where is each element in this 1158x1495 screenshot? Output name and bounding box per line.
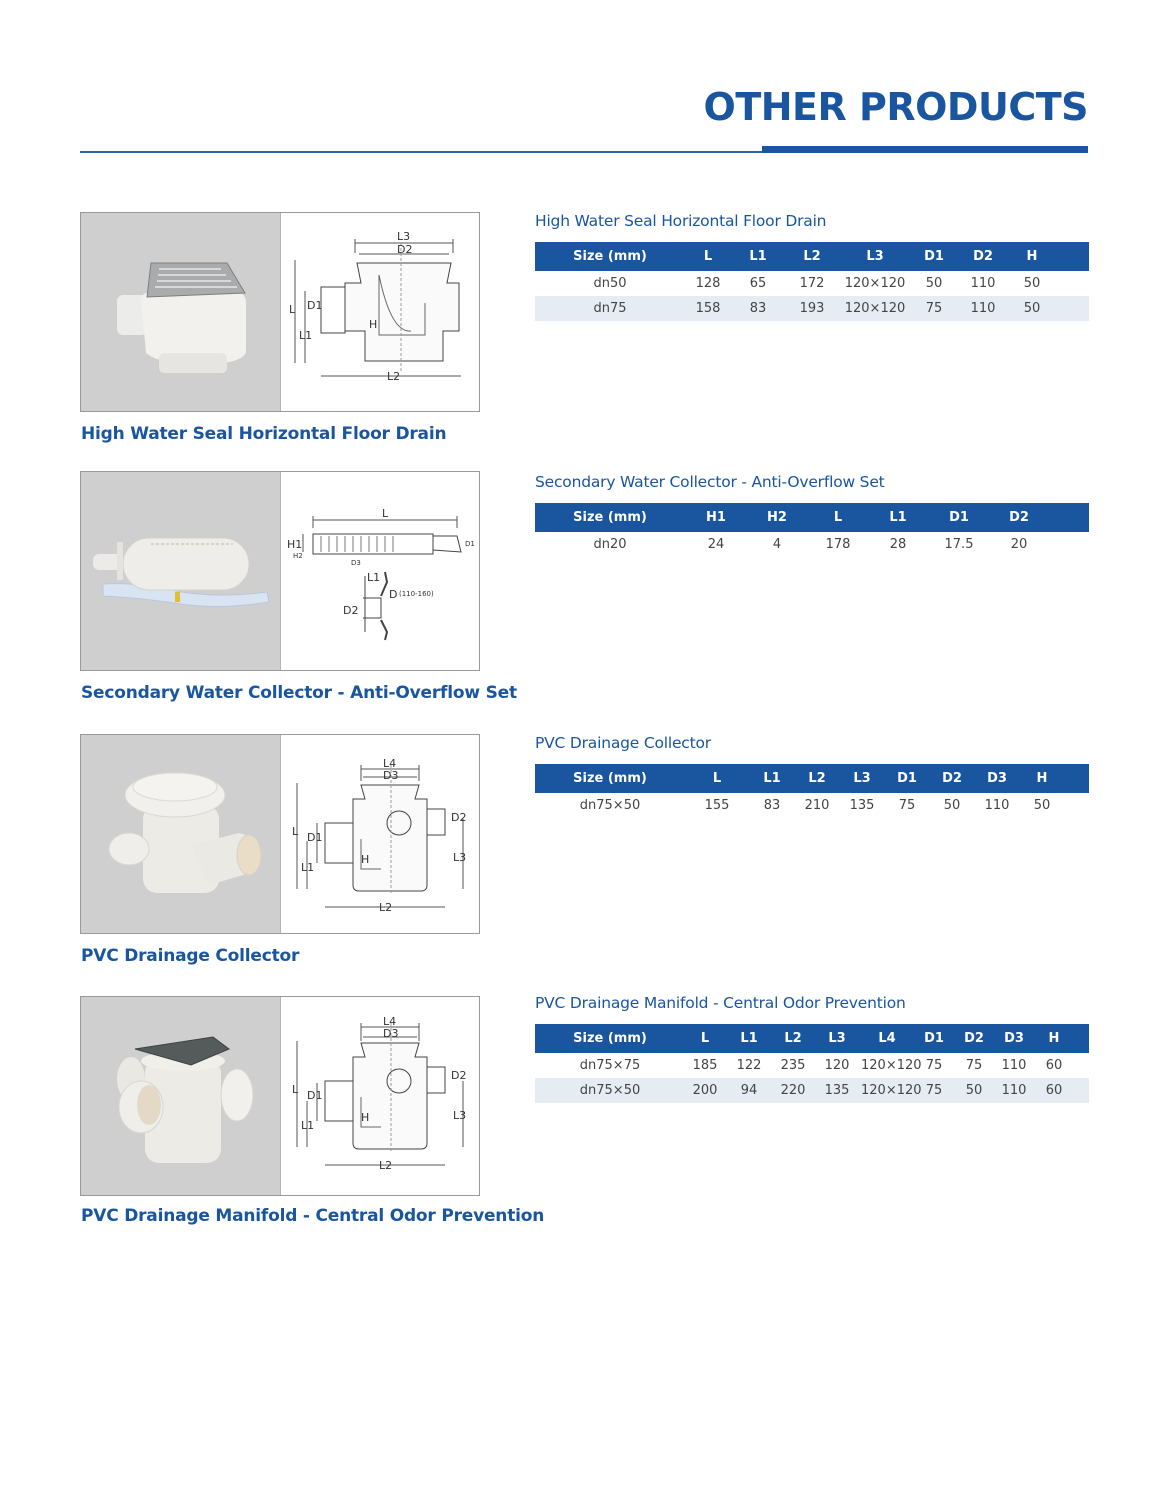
column-header: L4 (878, 1031, 896, 1046)
svg-text:D2: D2 (451, 811, 467, 824)
spec-table (535, 1024, 1089, 1103)
table-cell: 110 (1001, 1058, 1027, 1073)
spec-table (535, 503, 1089, 557)
product-photo-drainage-collector (81, 735, 281, 933)
svg-text:D1: D1 (307, 299, 323, 312)
svg-text:H: H (361, 1111, 370, 1124)
column-header: H (1048, 1031, 1060, 1046)
svg-text:L1: L1 (301, 1119, 315, 1132)
table-cell: dn75×75 (579, 1058, 641, 1073)
column-header: L (833, 510, 843, 525)
svg-text:D2: D2 (451, 1069, 467, 1082)
table-cell: 120 (824, 1058, 850, 1073)
column-header: Size (mm) (573, 1031, 647, 1046)
table-row (535, 1053, 1089, 1078)
column-header: D1 (924, 1031, 944, 1046)
table-cell: 75 (965, 1058, 983, 1073)
spec-panel (535, 212, 1089, 321)
table-cell: 24 (707, 537, 725, 552)
table-row (535, 1078, 1089, 1103)
spacer-cell (1073, 1078, 1089, 1103)
table-cell: dn50 (593, 276, 627, 291)
column-header: L3 (866, 249, 884, 264)
svg-text:L1: L1 (299, 329, 313, 342)
svg-text:L3: L3 (453, 1109, 467, 1122)
product-photo-drainage-manifold (81, 997, 281, 1195)
product-photo-water-collector (81, 472, 281, 670)
spec-panel (535, 473, 1089, 557)
table-row (535, 296, 1089, 321)
spec-title: PVC Drainage Collector (535, 734, 711, 752)
table-cell: dn20 (593, 537, 627, 552)
column-header: L2 (803, 249, 821, 264)
table-cell: 120×120 (861, 1083, 922, 1098)
table-header-row (535, 503, 1089, 532)
table-cell: 4 (772, 537, 782, 552)
table-cell: 185 (692, 1058, 718, 1073)
column-header: H (1036, 771, 1048, 786)
column-header: D1 (949, 510, 969, 525)
table-cell: 83 (749, 301, 767, 316)
column-header: D3 (987, 771, 1007, 786)
table-cell: 75 (925, 1083, 943, 1098)
dimension-drawing-drainage-manifold (281, 997, 479, 1195)
table-cell: dn75 (593, 301, 627, 316)
spacer-cell (1073, 1024, 1089, 1053)
product-caption: Secondary Water Collector - Anti-Overflow Set (81, 683, 517, 703)
header-divider-accent (762, 146, 1088, 153)
table-cell: 135 (849, 798, 875, 813)
table-cell: dn75×50 (579, 798, 641, 813)
svg-text:D1: D1 (307, 1089, 323, 1102)
table-cell: 235 (780, 1058, 806, 1073)
spacer-cell (1065, 793, 1089, 818)
svg-text:D1: D1 (307, 831, 323, 844)
table-cell: dn75×50 (579, 1083, 641, 1098)
column-header: Size (mm) (573, 771, 647, 786)
column-header: H2 (767, 510, 787, 525)
svg-text:(110-160): (110-160) (399, 590, 434, 598)
spec-title: High Water Seal Horizontal Floor Drain (535, 212, 827, 230)
column-header: H1 (706, 510, 726, 525)
svg-text:D1: D1 (465, 540, 475, 548)
column-header: L2 (784, 1031, 802, 1046)
table-cell: 135 (824, 1083, 850, 1098)
svg-text:L4: L4 (383, 1015, 397, 1028)
table-cell: 60 (1045, 1058, 1063, 1073)
svg-text:L1: L1 (367, 571, 381, 584)
table-header-row (535, 764, 1089, 793)
table-row (535, 793, 1089, 818)
spec-panel (535, 734, 1089, 818)
table-row (535, 532, 1089, 557)
svg-text:L2: L2 (379, 901, 393, 914)
spacer-cell (1047, 532, 1089, 557)
spec-table (535, 764, 1089, 818)
column-header: D1 (924, 249, 944, 264)
table-cell: 94 (740, 1083, 758, 1098)
table-cell: 20 (1010, 537, 1028, 552)
table-cell: 60 (1045, 1083, 1063, 1098)
column-header: L1 (763, 771, 781, 786)
table-row (535, 271, 1089, 296)
table-cell: 75 (925, 301, 943, 316)
table-cell: 120×120 (844, 301, 906, 316)
product-caption: PVC Drainage Manifold - Central Odor Prevention (81, 1206, 545, 1226)
column-header: L1 (749, 249, 767, 264)
table-cell: 50 (1033, 798, 1051, 813)
table-cell: 200 (692, 1083, 718, 1098)
product-media (80, 734, 480, 934)
spec-panel (535, 994, 1089, 1103)
column-header: D2 (942, 771, 962, 786)
spacer-cell (1073, 1053, 1089, 1078)
table-cell: 50 (925, 276, 943, 291)
column-header: Size (mm) (573, 249, 647, 264)
dimension-drawing-drainage-collector (281, 735, 479, 933)
table-cell: 178 (825, 537, 851, 552)
svg-text:L: L (292, 1083, 299, 1096)
svg-text:D3: D3 (383, 1027, 399, 1040)
column-header: L1 (740, 1031, 758, 1046)
spacer-cell (1055, 271, 1089, 296)
column-header: L1 (889, 510, 907, 525)
table-cell: 220 (780, 1083, 806, 1098)
svg-text:D2: D2 (343, 604, 359, 617)
table-cell: 210 (804, 798, 830, 813)
table-cell: 172 (799, 276, 825, 291)
product-caption: High Water Seal Horizontal Floor Drain (81, 424, 447, 444)
spec-title: PVC Drainage Manifold - Central Odor Prevention (535, 994, 906, 1012)
column-header: D1 (897, 771, 917, 786)
svg-text:L: L (289, 303, 296, 316)
column-header: D2 (1009, 510, 1029, 525)
column-header: L3 (828, 1031, 846, 1046)
table-cell: 28 (889, 537, 907, 552)
spec-title: Secondary Water Collector - Anti-Overflow Set (535, 473, 885, 491)
table-cell: 110 (970, 276, 996, 291)
svg-text:H: H (361, 853, 370, 866)
column-header: D2 (964, 1031, 984, 1046)
column-header: H (1026, 249, 1038, 264)
svg-text:L1: L1 (301, 861, 315, 874)
table-cell: 122 (736, 1058, 762, 1073)
spacer-cell (1055, 296, 1089, 321)
column-header: L (712, 771, 722, 786)
spacer-cell (1055, 242, 1089, 271)
spec-table (535, 242, 1089, 321)
svg-text:D3: D3 (351, 559, 361, 567)
svg-text:L3: L3 (453, 851, 467, 864)
dimension-drawing-water-collector (281, 472, 479, 670)
table-cell: 128 (695, 276, 721, 291)
table-cell: 50 (943, 798, 961, 813)
svg-text:H1: H1 (287, 538, 303, 551)
page-title: OTHER PRODUCTS (703, 85, 1088, 129)
svg-text:L: L (292, 825, 299, 838)
table-cell: 110 (984, 798, 1010, 813)
spacer-cell (1065, 764, 1089, 793)
product-caption: PVC Drainage Collector (81, 946, 300, 966)
svg-text:L3: L3 (397, 230, 411, 243)
header-divider-thin (80, 151, 764, 153)
product-photo-floor-drain (81, 213, 281, 411)
dimension-drawing-floor-drain (281, 213, 479, 411)
svg-text:L2: L2 (387, 370, 401, 383)
table-cell: 75 (925, 1058, 943, 1073)
table-cell: 65 (749, 276, 767, 291)
product-media (80, 471, 480, 671)
table-header-row (535, 1024, 1089, 1053)
column-header: L2 (808, 771, 826, 786)
table-cell: 193 (799, 301, 825, 316)
column-header: Size (mm) (573, 510, 647, 525)
table-cell: 110 (970, 301, 996, 316)
svg-text:D2: D2 (397, 243, 413, 256)
table-cell: 17.5 (944, 537, 974, 552)
column-header: D3 (1004, 1031, 1024, 1046)
table-cell: 120×120 (861, 1058, 922, 1073)
table-cell: 110 (1001, 1083, 1027, 1098)
table-cell: 120×120 (844, 276, 906, 291)
svg-text:L2: L2 (379, 1159, 393, 1172)
svg-text:D3: D3 (383, 769, 399, 782)
product-media (80, 996, 480, 1196)
table-cell: 50 (1023, 276, 1041, 291)
table-cell: 50 (1023, 301, 1041, 316)
column-header: L3 (853, 771, 871, 786)
svg-text:H2: H2 (293, 552, 303, 560)
table-cell: 75 (898, 798, 916, 813)
column-header: L (703, 249, 713, 264)
svg-text:D: D (389, 588, 398, 601)
table-cell: 158 (695, 301, 721, 316)
column-header: L (700, 1031, 710, 1046)
svg-text:H: H (369, 318, 378, 331)
spacer-cell (1047, 503, 1089, 532)
table-header-row (535, 242, 1089, 271)
column-header: D2 (973, 249, 993, 264)
svg-text:L: L (382, 507, 389, 520)
product-media (80, 212, 480, 412)
table-cell: 50 (965, 1083, 983, 1098)
table-cell: 83 (763, 798, 781, 813)
svg-text:L4: L4 (383, 757, 397, 770)
table-cell: 155 (704, 798, 730, 813)
